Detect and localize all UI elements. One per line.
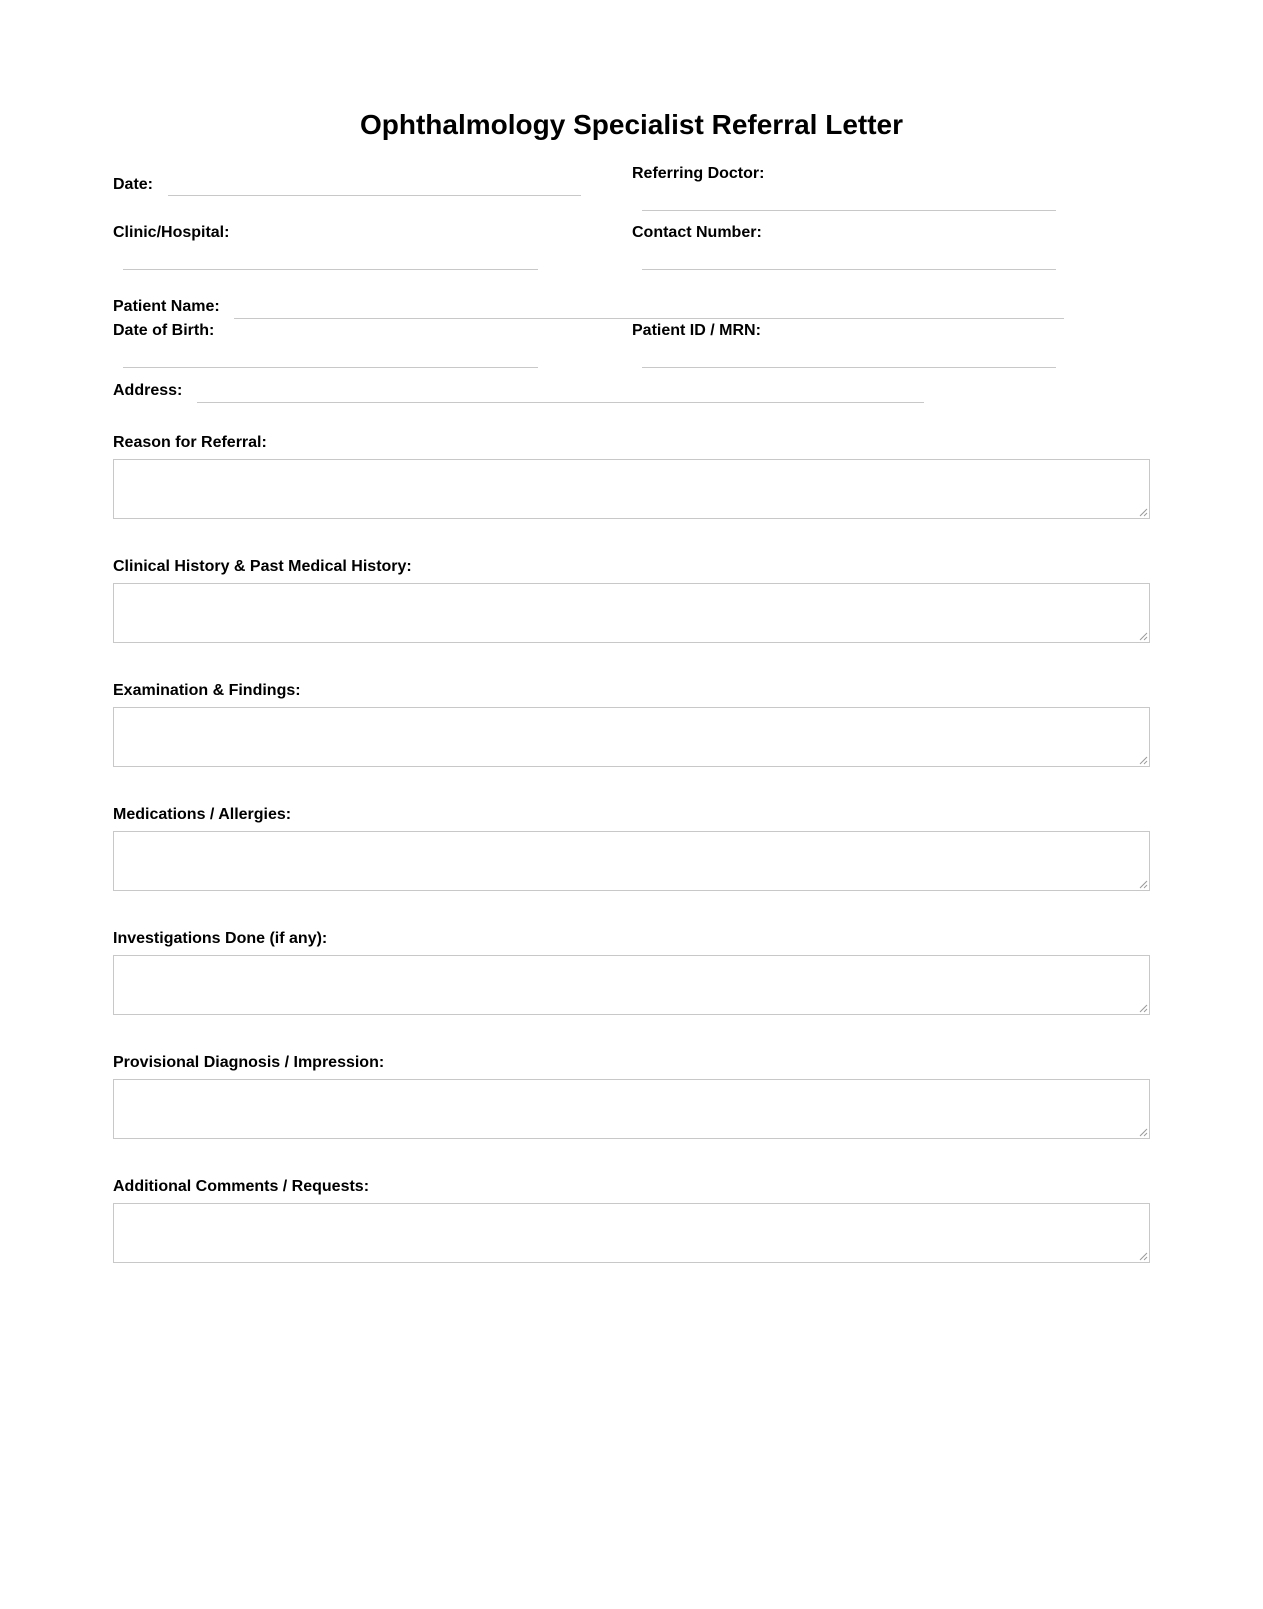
resize-grip-icon[interactable] bbox=[1138, 1003, 1148, 1013]
examination-findings-label: Examination & Findings: bbox=[113, 682, 301, 699]
clinic-hospital-label: Clinic/Hospital: bbox=[113, 224, 230, 241]
patient-name-label: Patient Name: bbox=[113, 298, 220, 315]
patient-id-mrn-label: Patient ID / MRN: bbox=[632, 322, 761, 339]
resize-grip-icon[interactable] bbox=[1138, 1127, 1148, 1137]
referring-doctor-field[interactable] bbox=[642, 210, 1056, 211]
provisional-diagnosis-label: Provisional Diagnosis / Impression: bbox=[113, 1054, 385, 1071]
clinical-history-label: Clinical History & Past Medical History: bbox=[113, 558, 412, 575]
resize-grip-icon[interactable] bbox=[1138, 755, 1148, 765]
address-field[interactable] bbox=[197, 402, 924, 403]
resize-grip-icon[interactable] bbox=[1138, 879, 1148, 889]
address-label: Address: bbox=[113, 382, 183, 399]
reason-for-referral-textarea[interactable] bbox=[113, 459, 1150, 519]
examination-findings-textarea[interactable] bbox=[113, 707, 1150, 767]
clinic-hospital-field[interactable] bbox=[123, 269, 538, 270]
provisional-diagnosis-textarea[interactable] bbox=[113, 1079, 1150, 1139]
resize-grip-icon[interactable] bbox=[1138, 507, 1148, 517]
date-field[interactable] bbox=[168, 195, 581, 196]
reason-for-referral-label: Reason for Referral: bbox=[113, 434, 267, 451]
investigations-label: Investigations Done (if any): bbox=[113, 930, 328, 947]
additional-comments-textarea[interactable] bbox=[113, 1203, 1150, 1263]
date-of-birth-label: Date of Birth: bbox=[113, 322, 215, 339]
referring-doctor-label: Referring Doctor: bbox=[632, 165, 765, 182]
medications-allergies-label: Medications / Allergies: bbox=[113, 806, 292, 823]
resize-grip-icon[interactable] bbox=[1138, 1251, 1148, 1261]
additional-comments-label: Additional Comments / Requests: bbox=[113, 1178, 370, 1195]
clinical-history-textarea[interactable] bbox=[113, 583, 1150, 643]
resize-grip-icon[interactable] bbox=[1138, 631, 1148, 641]
contact-number-field[interactable] bbox=[642, 269, 1056, 270]
date-of-birth-field[interactable] bbox=[123, 367, 538, 368]
medications-allergies-textarea[interactable] bbox=[113, 831, 1150, 891]
patient-name-field[interactable] bbox=[234, 318, 1064, 319]
page-title: Ophthalmology Specialist Referral Letter bbox=[359, 109, 904, 140]
date-label: Date: bbox=[113, 176, 154, 193]
contact-number-label: Contact Number: bbox=[632, 224, 762, 241]
investigations-textarea[interactable] bbox=[113, 955, 1150, 1015]
patient-id-mrn-field[interactable] bbox=[642, 367, 1056, 368]
